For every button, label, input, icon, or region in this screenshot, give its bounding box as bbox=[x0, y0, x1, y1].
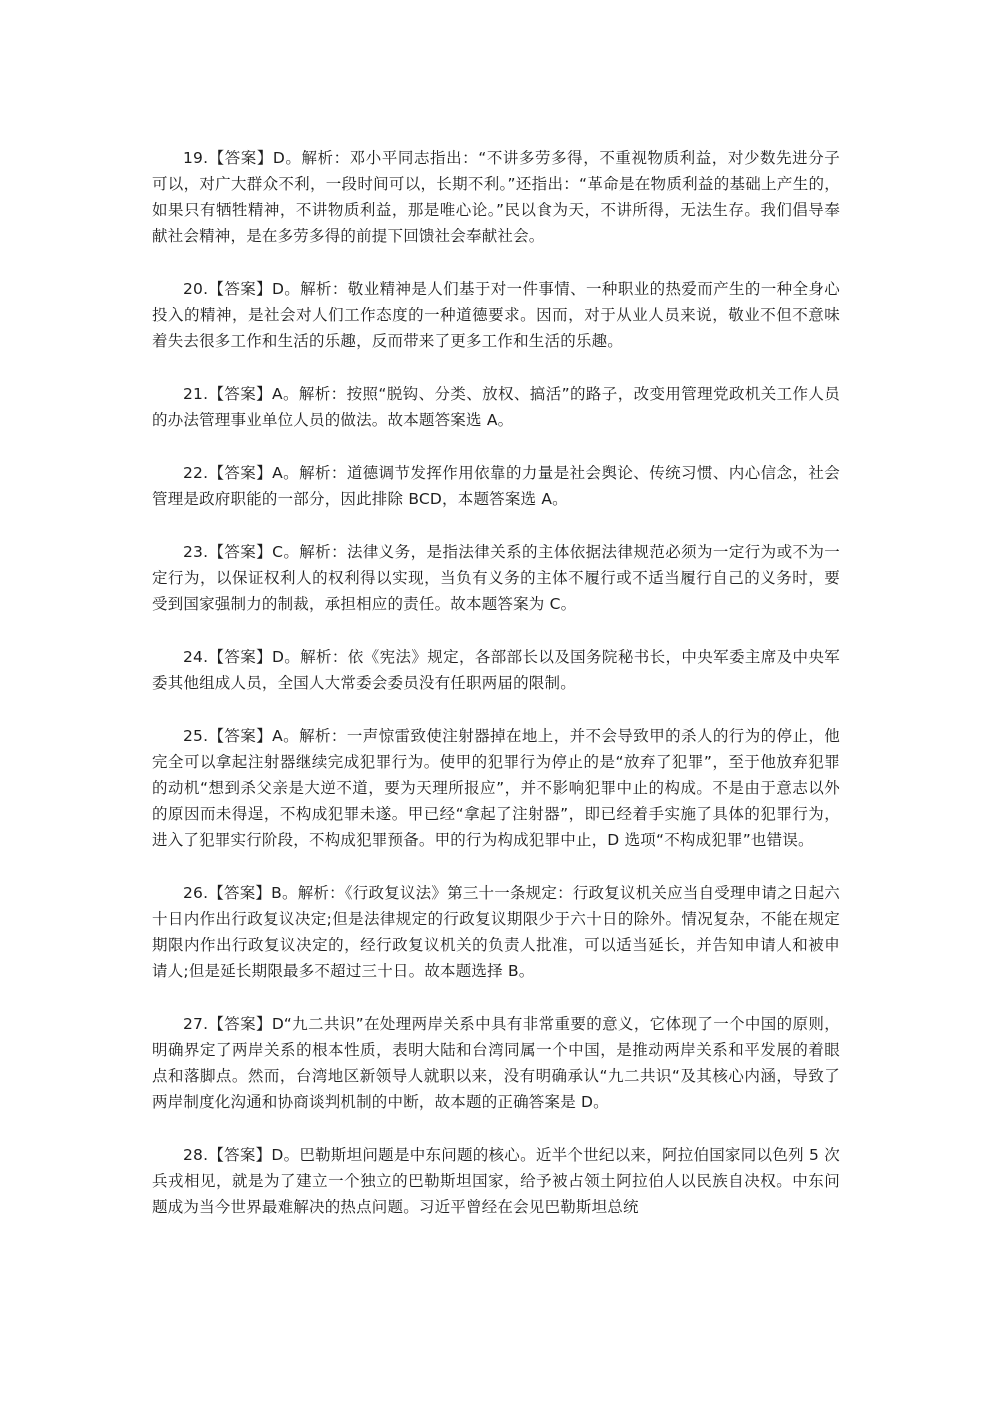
answer-explanations bbox=[152, 145, 840, 1247]
answer-26-paragraph: 26.【答案】B。解析：《行政复议法》第三十一条规定：行政复议机关应当自受理申请之日起六十日内作出行政复议决定;但是法律规定的行政复议期限少于六十日的除外。情况复杂，不能在规定期限内作出行政复议决定的，经行政复议机关的负责人批准，可以适当延长，并告知申请人和被申请人;但是延长期限最多不超过三十日。故本题选择 B。 bbox=[152, 884, 840, 980]
answer-19-paragraph: 19.【答案】D。解析：邓小平同志指出：“不讲多劳多得，不重视物质利益，对少数先进分子可以，对广大群众不利，一段时间可以，长期不利。”还指出：“革命是在物质利益的基础上产生的，如果只有牺牲精神，不讲物质利益，那是唯心论。”民以食为天，不讲所得，无法生存。我们倡导奉献社会精神，是在多劳多得的前提下回馈社会奉献社会。 bbox=[152, 149, 840, 245]
answer-22-paragraph: 22.【答案】A。解析：道德调节发挥作用依靠的力量是社会舆论、传统习惯、内心信念，社会管理是政府职能的一部分，因此排除 BCD，本题答案选 A。 bbox=[152, 464, 840, 508]
answer-20-paragraph: 20.【答案】D。解析：敬业精神是人们基于对一件事情、一种职业的热爱而产生的一种全身心投入的精神，是社会对人们工作态度的一种道德要求。因而，对于从业人员来说，敬业不但不意味着失去很多工作和生活的乐趣，反而带来了更多工作和生活的乐趣。 bbox=[152, 280, 840, 350]
answer-25-paragraph: 25.【答案】A。解析：一声惊雷致使注射器掉在地上，并不会导致甲的杀人的行为的停止，他完全可以拿起注射器继续完成犯罪行为。使甲的犯罪行为停止的是“放弃了犯罪”，至于他放弃犯罪的动机“想到杀父亲是大逆不道，要为天理所报应”，并不影响犯罪中止的构成。不是由于意志以外的原因而未得逞，不构成犯罪未遂。甲已经“拿起了注射器”，即已经着手实施了具体的犯罪行为，进入了犯罪实行阶段，不构成犯罪预备。甲的行为构成犯罪中止，D 选项“不构成犯罪”也错误。 bbox=[152, 727, 840, 849]
answer-27-paragraph: 27.【答案】D“九二共识”在处理两岸关系中具有非常重要的意义，它体现了一个中国的原则，明确界定了两岸关系的根本性质，表明大陆和台湾同属一个中国，是推动两岸关系和平发展的着眼点和落脚点。然而，台湾地区新领导人就职以来，没有明确承认“九二共识“及其核心内涵，导致了两岸制度化沟通和协商谈判机制的中断，故本题的正确答案是 D。 bbox=[152, 1015, 840, 1111]
answer-23-paragraph: 23.【答案】C。解析：法律义务，是指法律关系的主体依据法律规范必须为一定行为或不为一定行为，以保证权利人的权利得以实现，当负有义务的主体不履行或不适当履行自己的义务时，要受到国家强制力的制裁，承担相应的责任。故本题答案为 C。 bbox=[152, 543, 840, 613]
answer-28-paragraph: 28.【答案】D。巴勒斯坦问题是中东问题的核心。近半个世纪以来，阿拉伯国家同以色列 5 次兵戎相见，就是为了建立一个独立的巴勒斯坦国家，给予被占领土阿拉伯人以民族自决权。中东问题成为当今世界最难解决的热点问题。习近平曾经在会见巴勒斯坦总统 bbox=[152, 1146, 840, 1216]
answer-21-paragraph: 21.【答案】A。解析：按照“脱钩、分类、放权、搞活”的路子，改变用管理党政机关工作人员的办法管理事业单位人员的做法。故本题答案选 A。 bbox=[152, 385, 840, 429]
answer-24-paragraph: 24.【答案】D。解析：依《宪法》规定，各部部长以及国务院秘书长，中央军委主席及中央军委其他组成人员，全国人大常委会委员没有任职两届的限制。 bbox=[152, 648, 840, 692]
